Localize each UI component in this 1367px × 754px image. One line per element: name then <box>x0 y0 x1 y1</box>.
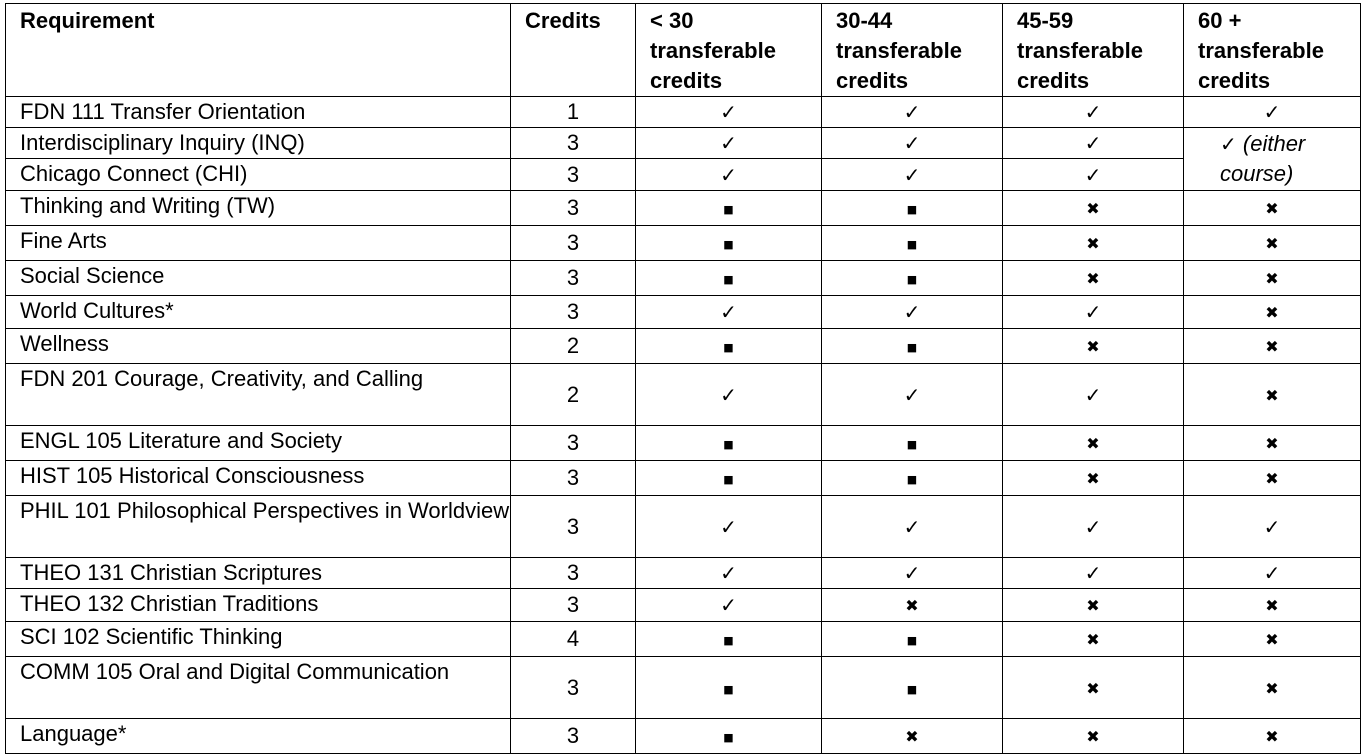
x-icon: ✖ <box>1086 199 1100 218</box>
requirement-cell: Chicago Connect (CHI) <box>6 159 511 191</box>
x-icon: ✖ <box>1086 337 1100 356</box>
credits-cell: 2 <box>511 329 636 364</box>
status-cell <box>822 496 1003 558</box>
status-cell <box>1003 558 1184 589</box>
x-icon: ✖ <box>905 596 919 615</box>
status-cell <box>822 261 1003 296</box>
status-cell <box>636 496 822 558</box>
status-cell <box>1003 719 1184 754</box>
status-cell <box>1184 329 1361 364</box>
requirement-cell: Social Science <box>6 261 511 296</box>
status-cell <box>636 719 822 754</box>
status-cell <box>822 329 1003 364</box>
status-cell <box>1003 589 1184 622</box>
requirement-cell: Language* <box>6 719 511 754</box>
x-icon: ✖ <box>1265 678 1279 698</box>
x-icon: ✖ <box>1265 303 1279 322</box>
requirement-cell: Thinking and Writing (TW) <box>6 191 511 226</box>
square-icon: ■ <box>906 634 918 647</box>
square-icon: ■ <box>723 682 734 696</box>
x-icon: ✖ <box>1086 630 1100 649</box>
check-icon: ✓ <box>720 514 737 539</box>
either-course-note: (either course) <box>1220 131 1306 186</box>
status-cell <box>636 558 822 589</box>
square-icon: ■ <box>723 273 734 286</box>
check-icon: ✓ <box>903 382 921 407</box>
status-cell <box>1003 426 1184 461</box>
square-icon: ■ <box>723 341 734 354</box>
credits-cell: 3 <box>511 426 636 461</box>
credits-cell: 3 <box>511 461 636 496</box>
requirement-cell: FDN 111 Transfer Orientation <box>6 97 511 128</box>
square-icon: ■ <box>723 438 734 451</box>
status-cell <box>636 364 822 426</box>
check-icon: ✓ <box>1084 100 1102 124</box>
header-requirement: Requirement <box>6 4 511 97</box>
table-row <box>6 622 1361 657</box>
requirement-cell: Wellness <box>6 329 511 364</box>
status-cell <box>822 461 1003 496</box>
check-icon: ✓ <box>1263 100 1281 124</box>
x-icon: ✖ <box>1265 199 1279 218</box>
status-cell <box>636 97 822 128</box>
status-cell <box>822 622 1003 657</box>
check-icon: ✓ <box>1084 300 1102 324</box>
credits-cell: 3 <box>511 191 636 226</box>
square-icon: ■ <box>723 238 734 251</box>
status-cell <box>1003 329 1184 364</box>
x-icon: ✖ <box>1265 596 1279 615</box>
check-icon: ✓ <box>903 131 921 155</box>
credits-cell: 3 <box>511 558 636 589</box>
check-icon: ✓ <box>1263 514 1281 539</box>
status-cell <box>1003 159 1184 191</box>
credits-cell: 3 <box>511 159 636 191</box>
x-icon: ✖ <box>1265 630 1279 649</box>
status-cell <box>1184 657 1361 719</box>
credits-cell: 3 <box>511 496 636 558</box>
requirement-cell: Fine Arts <box>6 226 511 261</box>
status-cell <box>822 191 1003 226</box>
x-icon: ✖ <box>1086 234 1100 253</box>
x-icon: ✖ <box>1086 269 1100 288</box>
x-icon: ✖ <box>1086 678 1100 698</box>
status-cell <box>1003 296 1184 329</box>
x-icon: ✖ <box>905 727 919 746</box>
status-cell <box>1003 97 1184 128</box>
table-row <box>6 329 1361 364</box>
status-cell <box>1184 426 1361 461</box>
status-cell <box>1003 364 1184 426</box>
credits-cell: 4 <box>511 622 636 657</box>
square-icon: ■ <box>906 341 918 354</box>
status-cell <box>636 226 822 261</box>
status-cell <box>822 226 1003 261</box>
table-row <box>6 191 1361 226</box>
x-icon: ✖ <box>1265 269 1279 288</box>
status-cell <box>1184 97 1361 128</box>
x-icon: ✖ <box>1265 727 1279 746</box>
check-icon: ✓ <box>1084 514 1102 539</box>
requirement-cell: HIST 105 Historical Consciousness <box>6 461 511 496</box>
status-cell <box>636 589 822 622</box>
requirement-cell: FDN 201 Courage, Creativity, and Calling <box>6 364 511 426</box>
x-icon: ✖ <box>1265 469 1279 488</box>
credits-cell: 1 <box>511 97 636 128</box>
check-icon: ✓ <box>903 300 921 324</box>
table-row <box>6 128 1361 159</box>
check-icon: ✓ <box>903 561 921 585</box>
status-cell <box>636 191 822 226</box>
x-icon: ✖ <box>1086 434 1100 453</box>
status-cell <box>636 128 822 159</box>
status-cell <box>822 364 1003 426</box>
header-col-30-44: 30-44 transferable credits <box>822 4 1003 97</box>
square-icon: ■ <box>723 473 734 486</box>
status-cell <box>1184 364 1361 426</box>
requirement-cell: THEO 132 Christian Traditions <box>6 589 511 622</box>
status-cell <box>1184 622 1361 657</box>
table-row <box>6 496 1361 558</box>
table-row <box>6 97 1361 128</box>
status-cell <box>822 426 1003 461</box>
requirement-cell: Interdisciplinary Inquiry (INQ) <box>6 128 511 159</box>
requirement-cell: SCI 102 Scientific Thinking <box>6 622 511 657</box>
status-cell <box>1184 496 1361 558</box>
table-row <box>6 364 1361 426</box>
credits-cell: 3 <box>511 296 636 329</box>
status-cell <box>1184 719 1361 754</box>
status-cell <box>1003 226 1184 261</box>
check-icon: ✓ <box>1084 162 1102 187</box>
check-icon: ✓ <box>720 300 737 324</box>
square-icon: ■ <box>906 682 918 696</box>
status-cell <box>1003 496 1184 558</box>
status-cell <box>822 97 1003 128</box>
credits-cell: 3 <box>511 719 636 754</box>
check-icon: ✓ <box>1084 382 1102 407</box>
status-cell <box>1184 191 1361 226</box>
table-body <box>6 97 1361 754</box>
table-row <box>6 558 1361 589</box>
x-icon: ✖ <box>1086 596 1100 615</box>
check-icon: ✓ <box>1220 132 1237 156</box>
check-icon: ✓ <box>903 162 921 187</box>
status-cell <box>636 461 822 496</box>
check-icon: ✓ <box>1263 561 1281 585</box>
status-cell <box>636 657 822 719</box>
square-icon: ■ <box>906 438 918 451</box>
square-icon: ■ <box>723 731 734 744</box>
table-row <box>6 226 1361 261</box>
check-icon: ✓ <box>720 100 737 124</box>
status-cell <box>636 426 822 461</box>
check-icon: ✓ <box>903 100 921 124</box>
either-course-cell <box>1184 128 1361 191</box>
status-cell <box>636 622 822 657</box>
square-icon: ■ <box>906 203 918 216</box>
status-cell <box>1184 461 1361 496</box>
square-icon: ■ <box>723 634 734 647</box>
status-cell <box>822 589 1003 622</box>
table-row <box>6 296 1361 329</box>
check-icon: ✓ <box>903 514 921 539</box>
requirement-cell: PHIL 101 Philosophical Perspectives in Worldview <box>6 496 511 558</box>
square-icon: ■ <box>906 273 918 286</box>
credits-cell: 3 <box>511 589 636 622</box>
status-cell <box>636 329 822 364</box>
requirement-cell: COMM 105 Oral and Digital Communication <box>6 657 511 719</box>
check-icon: ✓ <box>720 162 737 187</box>
status-cell <box>1184 296 1361 329</box>
header-credits: Credits <box>511 4 636 97</box>
requirement-cell: World Cultures* <box>6 296 511 329</box>
square-icon: ■ <box>906 238 918 251</box>
check-icon: ✓ <box>720 593 737 617</box>
check-icon: ✓ <box>720 131 737 155</box>
square-icon: ■ <box>906 473 918 486</box>
x-icon: ✖ <box>1086 727 1100 746</box>
status-cell <box>1184 261 1361 296</box>
x-icon: ✖ <box>1265 385 1279 405</box>
x-icon: ✖ <box>1265 337 1279 356</box>
x-icon: ✖ <box>1265 234 1279 253</box>
table-row <box>6 461 1361 496</box>
table-row <box>6 589 1361 622</box>
status-cell <box>1184 226 1361 261</box>
check-icon: ✓ <box>720 382 737 407</box>
status-cell <box>1003 261 1184 296</box>
status-cell <box>636 159 822 191</box>
status-cell <box>822 128 1003 159</box>
header-row <box>6 4 1361 97</box>
table-row <box>6 657 1361 719</box>
check-icon: ✓ <box>720 561 737 585</box>
status-cell <box>1184 558 1361 589</box>
credits-cell: 3 <box>511 226 636 261</box>
status-cell <box>822 296 1003 329</box>
requirements-table <box>5 3 1361 754</box>
credits-cell: 3 <box>511 261 636 296</box>
credits-cell: 2 <box>511 364 636 426</box>
check-icon: ✓ <box>1084 561 1102 585</box>
table-row <box>6 159 1361 191</box>
status-cell <box>822 657 1003 719</box>
x-icon: ✖ <box>1086 469 1100 488</box>
table-row <box>6 719 1361 754</box>
table-row <box>6 261 1361 296</box>
status-cell <box>1003 461 1184 496</box>
x-icon: ✖ <box>1265 434 1279 453</box>
status-cell <box>822 159 1003 191</box>
requirement-cell: THEO 131 Christian Scriptures <box>6 558 511 589</box>
header-col-60-plus: 60 + transferable credits <box>1184 4 1361 97</box>
status-cell <box>1003 128 1184 159</box>
status-cell <box>636 261 822 296</box>
requirement-cell: ENGL 105 Literature and Society <box>6 426 511 461</box>
header-col-45-59: 45-59 transferable credits <box>1003 4 1184 97</box>
table-row <box>6 426 1361 461</box>
status-cell <box>822 558 1003 589</box>
status-cell <box>1003 191 1184 226</box>
header-col-under-30: < 30 transferable credits <box>636 4 822 97</box>
status-cell <box>822 719 1003 754</box>
status-cell <box>1003 657 1184 719</box>
status-cell <box>636 296 822 329</box>
status-cell <box>1003 622 1184 657</box>
square-icon: ■ <box>723 203 734 216</box>
credits-cell: 3 <box>511 657 636 719</box>
check-icon: ✓ <box>1084 131 1102 155</box>
credits-cell: 3 <box>511 128 636 159</box>
status-cell <box>1184 589 1361 622</box>
